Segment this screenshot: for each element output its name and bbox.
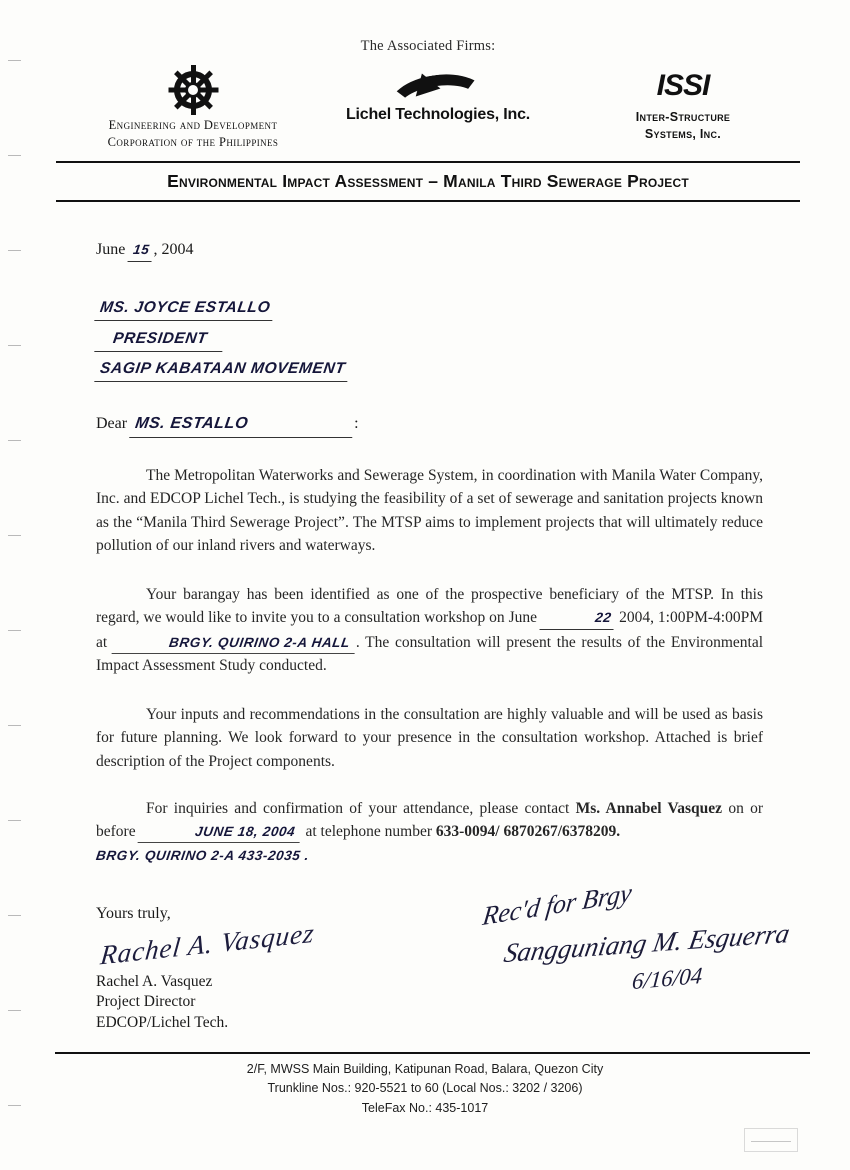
contact-phone-numbers: 633-0094/ 6870267/6378209.: [435, 823, 621, 840]
footer-line-2: Trunkline Nos.: 920-5521 to 60 (Local Nos.: 3202 / 3206): [267, 1081, 583, 1096]
paragraph-2-part1: Your barangay has been identified as one of the prospective beneficiary of the MTSP. In this regard, we would like to invite you to a consultation workshop on June: [96, 586, 763, 627]
endorsement-line-3: 6/16/04: [631, 962, 704, 995]
salutation-line: [96, 412, 763, 438]
footer-line-1: 2/F, MWSS Main Building, Katipunan Road, Balara, Quezon City: [246, 1061, 604, 1076]
paragraph-4-part1: For inquiries and confirmation of your attendance, please contact: [146, 799, 570, 817]
paragraph-1: The Metropolitan Waterworks and Sewerage System, in coordination with Manila Water Company, Inc. and EDCOP Lichel Tech., is studying the feasibility of a set of sewerage and sanitation projects known as the “Manila Third Sewerage Project”. The MTSP aims to implement projects that will ultimately reduce pollution of our inland rivers and waterways.: [96, 467, 763, 554]
paragraph-2-part3: . The consultation will present the results of the Environmental Impact Assessment Study conducted.: [96, 633, 763, 674]
salutation-prefix: Dear: [96, 415, 128, 432]
paragraph-2: [96, 583, 763, 677]
letterhead-logos: [38, 61, 818, 157]
firm-lichel-wordmark: Lichel Technologies, Inc.: [345, 106, 531, 123]
firm-issi-name-line2: Systems, Inc.: [644, 126, 722, 141]
signature-handwritten: Rachel A. Vasquez: [99, 916, 317, 970]
paragraph-4-part2: on or before: [96, 799, 764, 840]
firm-edcop-name-line2: Corporation of the Philippines: [107, 134, 279, 149]
paragraph-4-part3: at telephone number: [305, 823, 433, 840]
firm-issi-name-line1: Inter-Structure: [635, 110, 731, 124]
footer-rule: [55, 1052, 810, 1054]
workshop-date-handwritten: 22: [539, 608, 616, 630]
date-year: , 2004: [153, 241, 194, 258]
firm-lichel: [328, 69, 548, 124]
received-endorsement-handwritten: [481, 877, 793, 1004]
signer-organization: EDCOP/Lichel Tech.: [96, 1014, 229, 1032]
recipient-org-line: [96, 357, 763, 382]
date-prefix: June: [96, 241, 126, 258]
footer-line-3: TeleFax No.: 435-1017: [361, 1100, 489, 1115]
recipient-title-line: [96, 327, 763, 352]
banner-bottom-rule: [56, 200, 800, 202]
footer-address-block: [0, 1060, 850, 1118]
paragraph-3: Your inputs and recommendations in the consultation are highly valuable and will be used as basis for future planning. We look forward to your presence in the consultation workshop. Attached is brief description of the Project components.: [96, 706, 763, 770]
salutation-name: MS. ESTALLO: [129, 412, 356, 438]
endorsement-line-1: Rec'd for Brgy: [481, 877, 634, 932]
salutation-suffix: :: [354, 415, 359, 432]
firm-edcop-name-line1: Engineering and Development: [108, 118, 278, 132]
project-banner: Environmental Impact Assessment – Manila Third Sewerage Project: [167, 171, 689, 191]
paragraph-2-part2: 2004, 1:00PM-4:00PM at: [96, 609, 764, 651]
scan-edge-marks: [8, 60, 28, 1110]
signer-name: Rachel A. Vasquez: [96, 972, 213, 990]
endorsement-line-2: Sangguniang M. Esguerra: [501, 917, 793, 969]
recipient-title: PRESIDENT: [94, 327, 226, 352]
contact-person: Ms. Annabel Vasquez: [575, 799, 723, 817]
confirmation-deadline-handwritten: JUNE 18, 2004: [138, 822, 303, 843]
date-line: [96, 238, 763, 262]
scan-artifact: [744, 1128, 798, 1152]
swoosh-icon: [378, 69, 498, 105]
firm-issi-wordmark: ISSI: [656, 69, 710, 102]
closing-line: Yours truly,: [96, 904, 171, 922]
date-day-handwritten: 15: [128, 240, 155, 262]
associated-firms-label: The Associated Firms:: [360, 38, 496, 54]
recipient-name: MS. JOYCE ESTALLO: [94, 296, 276, 321]
signer-title: Project Director: [96, 993, 196, 1011]
letter-sheet: [38, 14, 818, 1154]
recipient-block: [96, 296, 763, 382]
gear-icon: [170, 67, 216, 113]
firm-edcop: [68, 67, 318, 151]
recipient-name-line: [96, 296, 763, 321]
firm-issi: [583, 71, 783, 143]
workshop-venue-handwritten: BRGY. QUIRINO 2-A HALL: [111, 633, 357, 654]
recipient-organization: SAGIP KABATAAN MOVEMENT: [94, 357, 351, 382]
paragraph-4: [96, 797, 763, 868]
contact-note-handwritten: BRGY. QUIRINO 2-A 433-2035 .: [95, 848, 311, 864]
